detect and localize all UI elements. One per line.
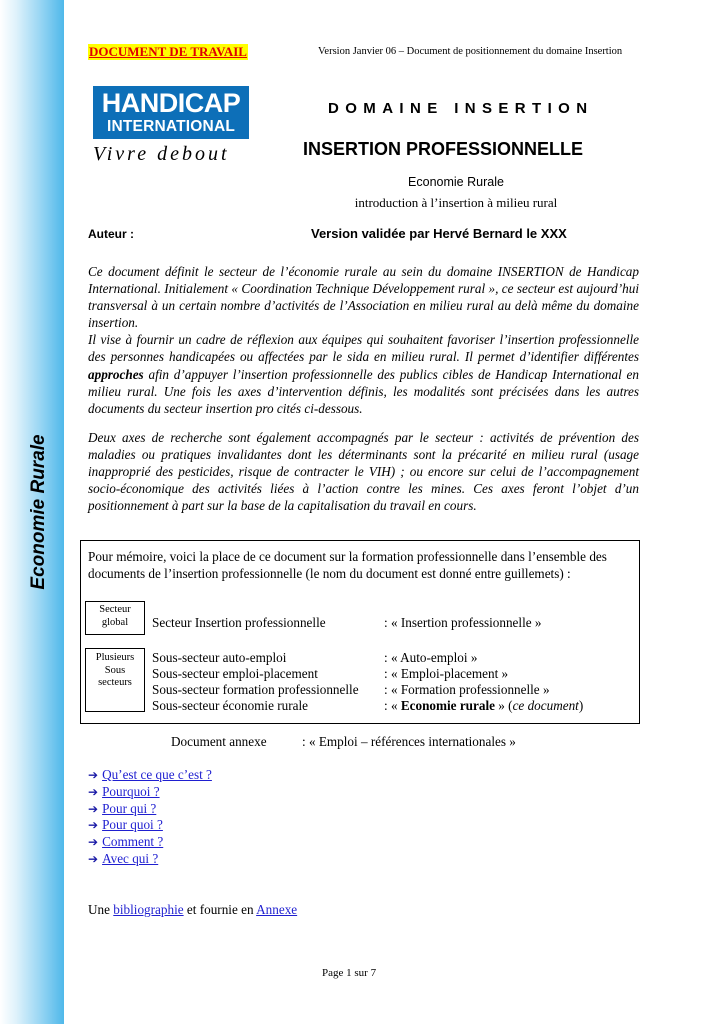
- logo-box: [93, 86, 249, 139]
- bibliography-link[interactable]: bibliographie: [113, 902, 184, 917]
- memo-intro: Pour mémoire, voici la place de ce document sur la formation professionnelle dans l’ensemble des documents de l’insertion professionnelle (le nom du document est donné entre guillemets) :: [88, 549, 607, 581]
- version-header: Version Janvier 06 – Document de positionnement du domaine Insertion: [318, 46, 623, 57]
- sector-global-line: global: [101, 616, 129, 628]
- toc-link-avec-qui[interactable]: Avec qui ?: [102, 850, 159, 866]
- intro-text-b-post: afin d’appuyer l’insertion professionnelle des publics cibles de Handicap International en milieu rural. Une fois les axes d’intervention définis, les modalités sont précisées dans les autres documents du secteur insertion pro cités ci-dessous.: [88, 366, 639, 416]
- annex-label: Document annexe: [171, 734, 267, 749]
- author-label: Auteur :: [88, 227, 134, 241]
- subsectors-line: Plusieurs: [95, 652, 135, 663]
- value-post: ): [578, 698, 584, 713]
- intro-text-a: Ce document définit le secteur de l’économie rurale au sein du domaine INSERTION de Handicap International. Initialement « Coordination Technique Développement rural », ce secteur est aujourd’hui transversal à un certain nombre d’activités de l’Association en milieu rural au delà même du domaine insertion.: [88, 264, 639, 331]
- subsectors-line: secteurs: [98, 677, 132, 688]
- doc-status: DOCUMENT DE TRAVAIL: [89, 44, 247, 59]
- annex-value: : « Emploi – références internationales »: [302, 734, 516, 749]
- domain-title: DOMAINE INSERTION: [328, 100, 594, 117]
- logo-line1: HANDICAP: [101, 88, 241, 118]
- toc-item: [88, 834, 212, 851]
- research-paragraph: [88, 429, 639, 514]
- subsectors-box: [85, 648, 145, 712]
- intro-text-b-pre: Il vise à fournir un cadre de réflexion aux équipes qui souhaitent favoriser l’insertion professionnelle des personnes handicapées ou affectées par le sida en milieu rural. Il permet d’identifier différentes: [88, 332, 639, 365]
- author-value: Version validée par Hervé Bernard le XXX: [311, 226, 567, 241]
- subtitle-1: Economie Rurale: [408, 175, 504, 189]
- subsector-label: Sous-secteur auto-emploi: [152, 650, 287, 665]
- intro-paragraph: [88, 263, 639, 417]
- toc-item: [88, 801, 212, 818]
- biblio-mid: et fournie en: [183, 902, 257, 917]
- toc-link-pourquoi[interactable]: Pourquoi ?: [102, 783, 160, 799]
- biblio-pre: Une: [88, 902, 114, 917]
- page-title: INSERTION PROFESSIONNELLE: [303, 139, 584, 159]
- logo-line2: INTERNATIONAL: [106, 118, 236, 135]
- arrow-right-icon: ➔: [88, 818, 99, 833]
- sidebar-band: [0, 0, 64, 1024]
- value-mid: » (: [494, 698, 513, 713]
- subsector-label: Sous-secteur économie rurale: [152, 698, 308, 713]
- subtitle-2: introduction à l’insertion à milieu rural: [354, 195, 558, 210]
- toc-item: [88, 784, 212, 801]
- subsector-label: Sous-secteur formation professionnelle: [152, 682, 359, 697]
- toc-link-comment[interactable]: Comment ?: [102, 834, 164, 850]
- sector-global-box: [85, 601, 145, 635]
- page-number: Page 1 sur 7: [322, 967, 377, 979]
- arrow-right-icon: ➔: [88, 835, 99, 850]
- toc-links: [88, 767, 212, 868]
- handicap-logo: [93, 86, 249, 166]
- subsector-value: : « Auto-emploi »: [384, 650, 478, 665]
- global-sector-value: : « Insertion professionnelle »: [384, 615, 542, 630]
- intro-text-b-bold: approches: [88, 366, 144, 382]
- subsectors-line: Sous: [104, 664, 126, 676]
- sidebar-label: Economie Rurale: [28, 434, 49, 590]
- toc-link-quest-ce[interactable]: Qu’est ce que c’est ?: [102, 767, 212, 782]
- annex-link[interactable]: Annexe: [256, 902, 298, 917]
- toc-link-pour-qui[interactable]: Pour qui ?: [102, 800, 157, 816]
- subsector-value: : « Formation professionnelle »: [384, 682, 550, 697]
- toc-item: [88, 851, 212, 868]
- arrow-right-icon: ➔: [88, 851, 99, 866]
- toc-item: [88, 817, 212, 834]
- toc-link-pour-quoi[interactable]: Pour quoi ?: [102, 817, 163, 833]
- arrow-right-icon: ➔: [88, 768, 99, 782]
- research-text: Deux axes de recherche sont également accompagnés par le secteur : activités de prévention des maladies ou pratiques invalidantes dont les déterminants sont la précarité en milieu rural (usage inapproprié des pesticides, risque de contracter le VIH) ; ou encore sur celui de l’accompagnement socio-économique des activités liées à l’action contre les mines. Ces axes feront l’objet d’un positionnement à part sur la base de la capitalisation du travail en cours.: [88, 430, 639, 514]
- toc-item: [88, 767, 212, 784]
- bibliography-line: [88, 902, 297, 918]
- intro-text-b: [88, 331, 639, 416]
- value-italic: ce document: [512, 698, 579, 713]
- subsector-value: : « Emploi-placement »: [384, 666, 509, 681]
- subsector-value-current: [384, 698, 583, 714]
- arrow-right-icon: ➔: [88, 784, 99, 799]
- subsector-label: Sous-secteur emploi-placement: [152, 666, 318, 681]
- logo-tagline: Vivre debout: [93, 142, 230, 165]
- global-sector-label: Secteur Insertion professionnelle: [152, 615, 326, 630]
- sector-global-line: Secteur: [99, 604, 131, 615]
- value-pre: : «: [384, 698, 401, 713]
- value-bold: Economie rurale: [400, 698, 495, 713]
- arrow-right-icon: ➔: [88, 801, 99, 816]
